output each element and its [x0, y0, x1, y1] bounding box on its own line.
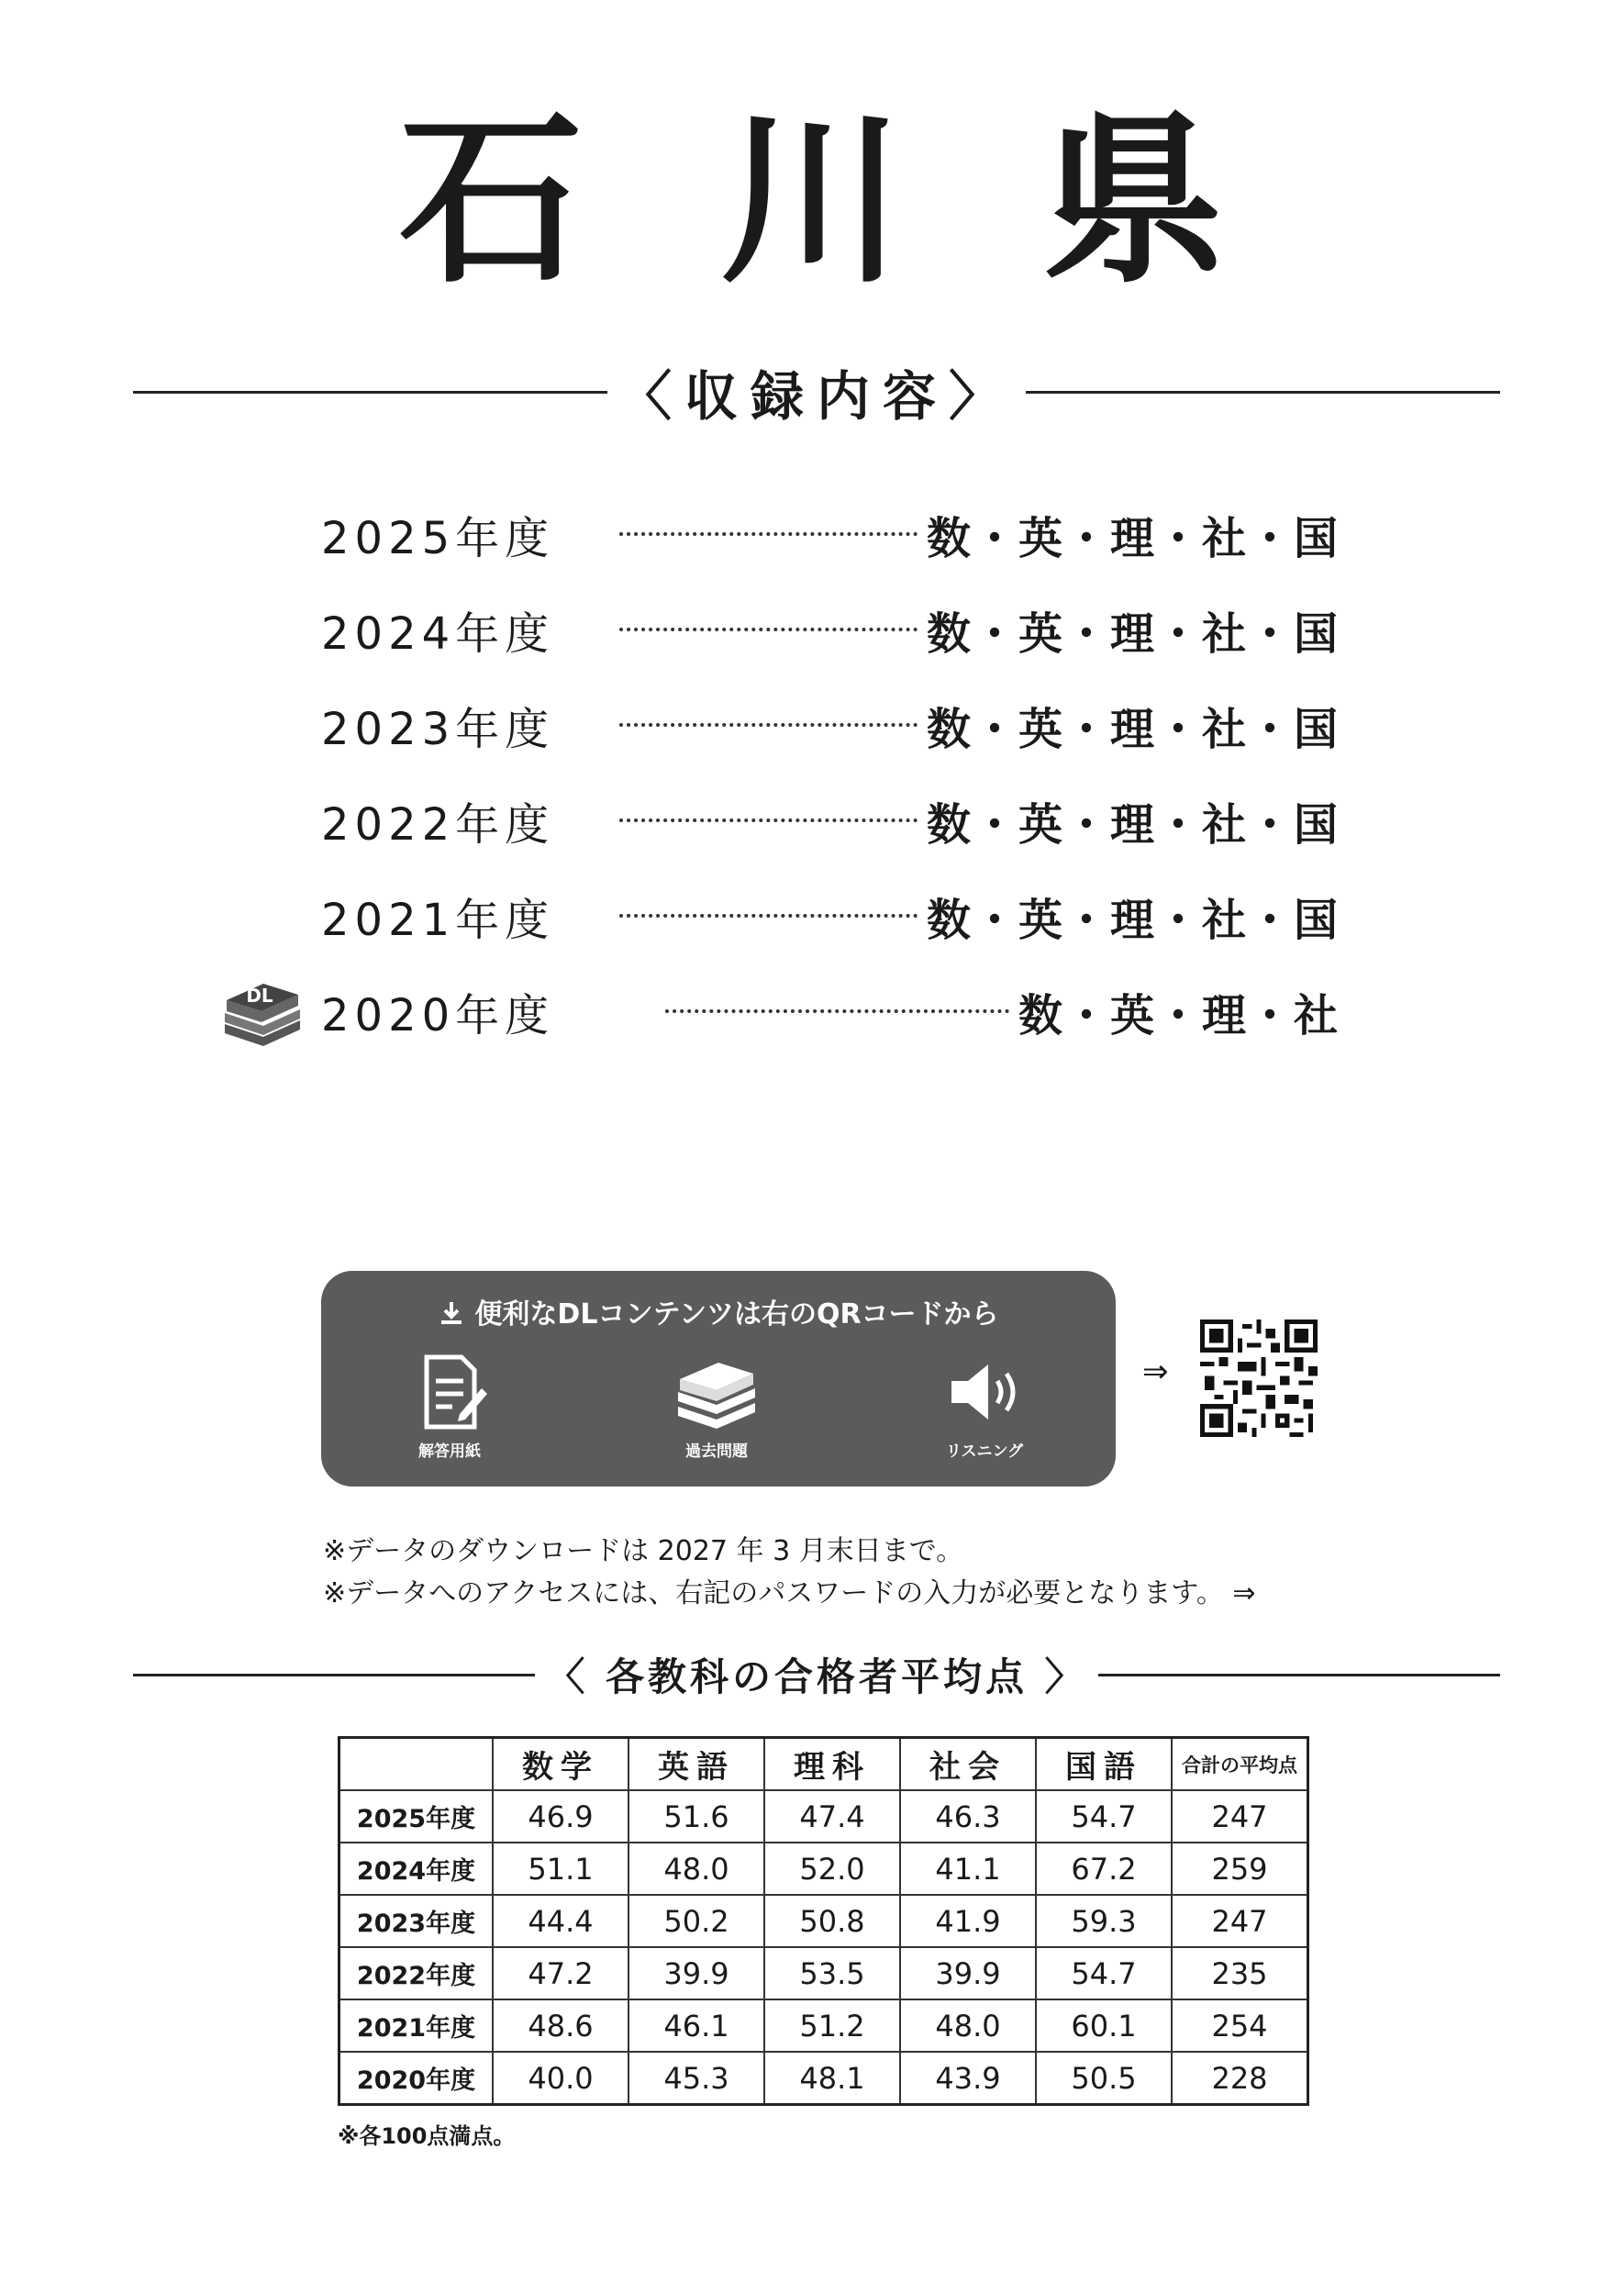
divider	[1098, 1674, 1500, 1676]
table-cell: 51.2	[764, 1999, 900, 2052]
contents-row	[211, 773, 1340, 868]
dl-contents-panel	[321, 1271, 1116, 1487]
contents-subjects: 数・英・理・社	[1018, 989, 1340, 1041]
table-row	[339, 1790, 1308, 1843]
contents-heading: 〈収録内容〉	[618, 365, 1016, 428]
note-line: ※データのダウンロードは 2027 年 3 月末日まで。	[323, 1535, 964, 1567]
table-cell: 67.2	[1036, 1843, 1172, 1895]
table-cell: 46.3	[900, 1790, 1036, 1843]
contents-row	[211, 677, 1340, 773]
column-header: 理科	[764, 1738, 900, 1791]
leader-dots	[665, 1009, 1009, 1013]
contents-subjects: 数・英・理・社・国	[926, 512, 1340, 564]
contents-row	[211, 963, 1340, 1059]
table-cell: 60.1	[1036, 1999, 1172, 2052]
table-cell: 254	[1172, 1999, 1308, 2052]
contents-row	[211, 868, 1340, 963]
books-icon	[671, 1353, 762, 1431]
contents-subjects: 数・英・理・社・国	[926, 798, 1340, 851]
table-cell: 50.8	[764, 1895, 900, 1947]
contents-section-header	[133, 353, 1500, 430]
table-cell: 235	[1172, 1947, 1308, 1999]
table-cell: 2021年度	[339, 1999, 494, 2052]
table-header-row	[339, 1738, 1308, 1791]
feature-caption: リスニング	[945, 1442, 1024, 1461]
dl-panel-heading	[321, 1291, 1116, 1331]
divider	[133, 1674, 535, 1676]
table-cell: 50.2	[628, 1895, 764, 1947]
contents-subjects: 数・英・理・社・国	[926, 607, 1340, 660]
feature-past-exams	[639, 1353, 795, 1461]
column-header: 英語	[628, 1738, 764, 1791]
contents-list	[211, 486, 1340, 1059]
contents-year: 2023年度	[321, 703, 555, 755]
table-cell: 48.0	[628, 1843, 764, 1895]
column-header	[339, 1738, 494, 1791]
leader-dots	[619, 914, 918, 918]
contents-year: 2024年度	[321, 607, 555, 660]
leader-dots	[619, 818, 918, 822]
table-cell: 43.9	[900, 2052, 1036, 2105]
table-cell: 2020年度	[339, 2052, 494, 2105]
contents-year: 2025年度	[321, 512, 555, 564]
table-row	[339, 2052, 1308, 2105]
note-line: ※データへのアクセスには、右記のパスワードの入力が必要となります。 ⇒	[323, 1577, 1256, 1609]
table-cell: 48.0	[900, 1999, 1036, 2052]
contents-year: 2022年度	[321, 798, 555, 851]
average-scores-table	[338, 1736, 1309, 2106]
download-icon	[438, 1299, 465, 1327]
page-title	[0, 95, 1624, 308]
dl-panel-heading-text: 便利なDLコンテンツは右のQRコードから	[474, 1298, 999, 1331]
contents-subjects: 数・英・理・社・国	[926, 703, 1340, 755]
table-cell: 51.1	[493, 1843, 628, 1895]
table-cell: 51.6	[628, 1790, 764, 1843]
title-char: 石	[398, 95, 583, 308]
table-cell: 44.4	[493, 1895, 628, 1947]
table-cell: 45.3	[628, 2052, 764, 2105]
table-row	[339, 1999, 1308, 2052]
table-cell: 47.2	[493, 1947, 628, 1999]
table-cell: 39.9	[900, 1947, 1036, 1999]
table-cell: 47.4	[764, 1790, 900, 1843]
column-header: 社会	[900, 1738, 1036, 1791]
column-header: 国語	[1036, 1738, 1172, 1791]
table-cell: 52.0	[764, 1843, 900, 1895]
table-footnote: ※各100点満点。	[338, 2123, 516, 2149]
table-cell: 2025年度	[339, 1790, 494, 1843]
qr-arrow: ⇒	[1142, 1353, 1169, 1390]
contents-row	[211, 486, 1340, 582]
feature-listening	[907, 1353, 1062, 1461]
table-cell: 54.7	[1036, 1947, 1172, 1999]
contents-year: 2021年度	[321, 894, 555, 946]
contents-year: 2020年度	[321, 989, 555, 1041]
dl-books-icon	[216, 976, 307, 1050]
dl-mark: DL	[246, 985, 273, 1007]
leader-dots	[619, 628, 918, 631]
table-cell: 2023年度	[339, 1895, 494, 1947]
table-cell: 50.5	[1036, 2052, 1172, 2105]
divider	[133, 391, 607, 394]
table-cell: 228	[1172, 2052, 1308, 2105]
table-cell: 46.1	[628, 1999, 764, 2052]
table-cell: 48.6	[493, 1999, 628, 2052]
qr-code-icon[interactable]	[1200, 1320, 1318, 1437]
table-cell: 54.7	[1036, 1790, 1172, 1843]
table-cell: 40.0	[493, 2052, 628, 2105]
table-cell: 46.9	[493, 1790, 628, 1843]
divider	[1026, 391, 1500, 394]
download-notes	[323, 1531, 1256, 1615]
column-header: 数学	[493, 1738, 628, 1791]
table-cell: 39.9	[628, 1947, 764, 1999]
scores-heading: 〈 各教科の合格者平均点 〉	[546, 1654, 1087, 1699]
table-cell: 59.3	[1036, 1895, 1172, 1947]
speaker-icon	[939, 1353, 1030, 1431]
scores-section-header	[133, 1647, 1500, 1702]
table-cell: 41.1	[900, 1843, 1036, 1895]
table-cell: 2024年度	[339, 1843, 494, 1895]
column-header: 合計の平均点	[1172, 1738, 1308, 1791]
table-cell: 48.1	[764, 2052, 900, 2105]
answer-sheet-icon	[408, 1353, 491, 1431]
feature-caption: 過去問題	[685, 1442, 748, 1461]
leader-dots	[619, 723, 918, 727]
table-cell: 247	[1172, 1895, 1308, 1947]
table-row	[339, 1895, 1308, 1947]
table-cell: 247	[1172, 1790, 1308, 1843]
title-char: 川	[719, 95, 904, 308]
leader-dots	[619, 532, 918, 536]
table-cell: 41.9	[900, 1895, 1036, 1947]
table-row	[339, 1843, 1308, 1895]
title-char: 県	[1041, 95, 1226, 308]
table-cell: 2022年度	[339, 1947, 494, 1999]
contents-row	[211, 582, 1340, 677]
table-row	[339, 1947, 1308, 1999]
table-cell: 53.5	[764, 1947, 900, 1999]
contents-subjects: 数・英・理・社・国	[926, 894, 1340, 946]
feature-answer-sheet	[372, 1353, 528, 1461]
table-cell: 259	[1172, 1843, 1308, 1895]
feature-caption: 解答用紙	[418, 1442, 481, 1461]
